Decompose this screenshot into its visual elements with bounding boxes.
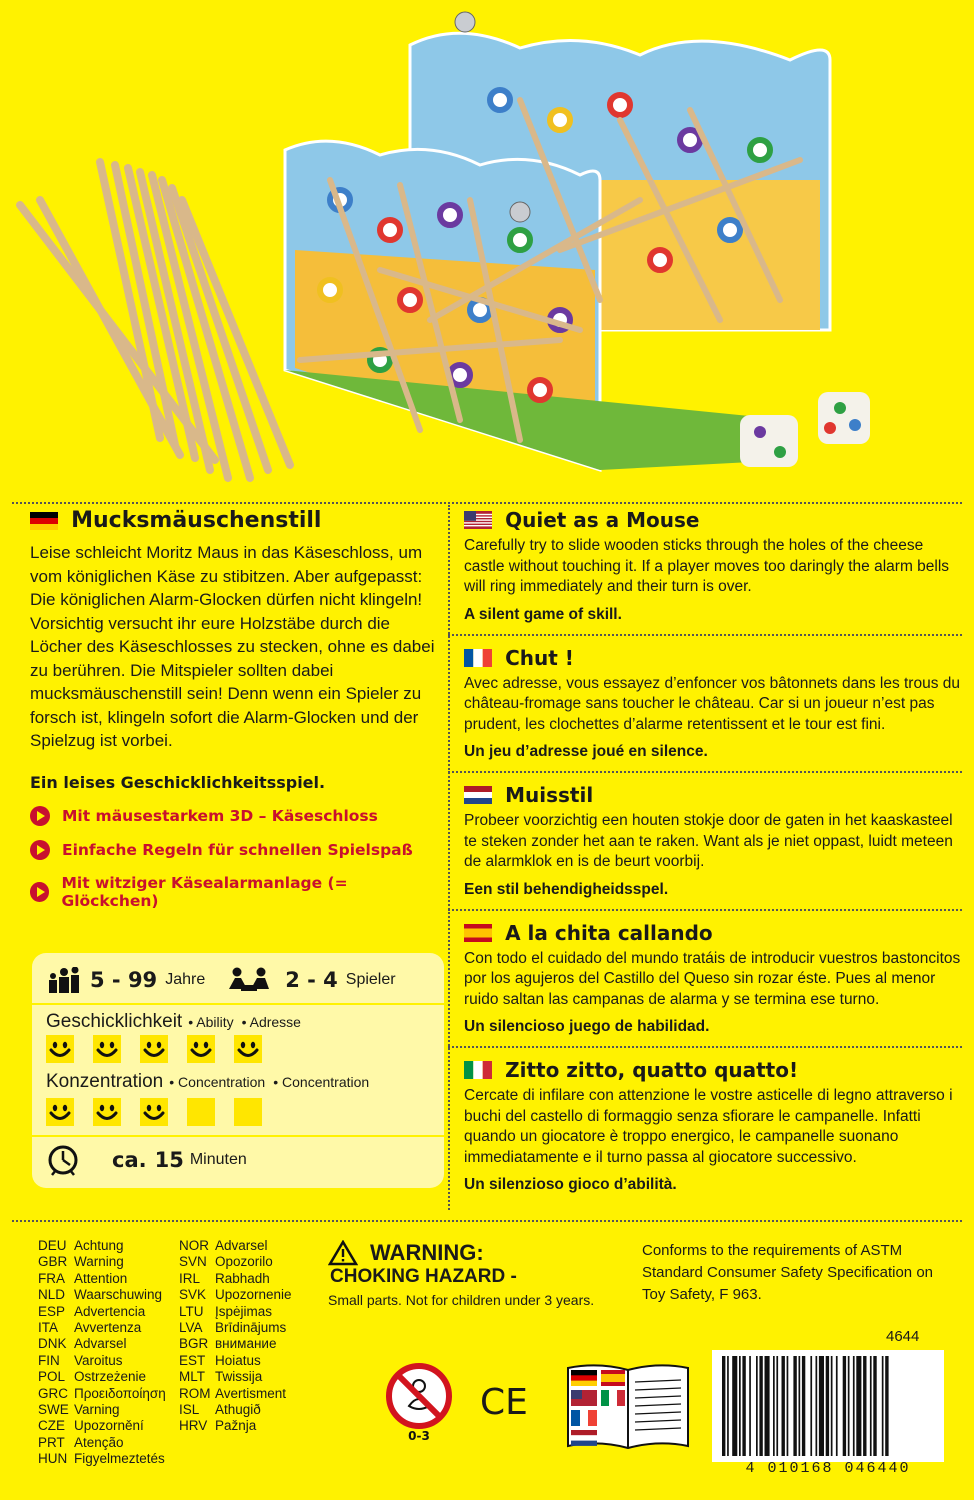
lang-block-es: A la chita callando Con todo el cuidado del mundo tratáis de introducir vuestros bastoncitos por los agujeros del Castillo del Queso sin rozar éste. Pues al menor ruido saltan las campanas de alarma y se termina ese turno. Un silencioso juego de habilidad. bbox=[464, 920, 961, 1035]
warning-word: Athugið bbox=[215, 1402, 261, 1418]
warning-row bbox=[38, 1435, 166, 1451]
lang-block-en: Quiet as a Mouse Carefully try to slide wooden sticks through the holes of the cheese castle without touching it. If a player moves too daringly the alarm bells will ring immediately and their turn is over. A silent game of skill. bbox=[464, 508, 950, 623]
play-arrow-icon bbox=[30, 806, 50, 826]
country-code: ESP bbox=[38, 1303, 66, 1319]
choking-warning: WARNING: CHOKING HAZARD - Small parts. Not for children under 3 years. bbox=[328, 1240, 595, 1308]
lang-title: Chut ! bbox=[505, 645, 574, 670]
warning-word: Warning bbox=[74, 1254, 124, 1270]
warning-row bbox=[179, 1287, 292, 1303]
warning-word: внимание bbox=[215, 1336, 277, 1352]
barcode-number: 4 010168 046440 bbox=[745, 1460, 911, 1477]
warning-row bbox=[38, 1271, 166, 1287]
dice-icon bbox=[740, 392, 870, 467]
warning-row bbox=[38, 1320, 166, 1336]
lang-title: Zitto zitto, quatto quatto! bbox=[505, 1058, 799, 1082]
feature-item: Mit mäusestarkem 3D – Käseschloss bbox=[30, 806, 440, 826]
country-code: GBR bbox=[38, 1254, 68, 1270]
warning-row bbox=[38, 1451, 166, 1467]
smiley-filled-icon bbox=[187, 1035, 215, 1063]
warning-word: Atenção bbox=[74, 1434, 124, 1450]
german-title: Mucksmäuschenstill bbox=[71, 508, 322, 533]
column-divider bbox=[448, 505, 450, 1210]
warning-word: Avertisment bbox=[215, 1385, 287, 1401]
country-code: GRC bbox=[38, 1385, 68, 1401]
warning-triangle-icon bbox=[328, 1240, 358, 1266]
country-code: DEU bbox=[38, 1238, 67, 1253]
warning-word: Waarschuwing bbox=[74, 1287, 163, 1303]
country-code: ROM bbox=[179, 1385, 211, 1401]
warning-row bbox=[179, 1386, 292, 1402]
warning-row bbox=[38, 1254, 166, 1270]
warning-word: Opozorilo bbox=[215, 1254, 273, 1270]
astm-compliance: Conforms to the requirements of ASTM Standard Consumer Safety Specification on Toy Safety, F 963. bbox=[642, 1242, 933, 1303]
warning-word: Avvertenza bbox=[74, 1320, 142, 1336]
lang-block-it: Zitto zitto, quatto quatto! Cercate di infilare con attenzione le vostre asticelle di legno attraverso i buchi del castello di formaggio senza sfiorare le campanelle. Infatti quando un giocatore è troppo energico, le campanelle suonano immediatamente e il turno passa al giocatore successivo. Un silenzioso gioco d’abilità. bbox=[464, 1058, 953, 1193]
warning-row bbox=[38, 1336, 166, 1352]
divider-bottom bbox=[12, 1220, 962, 1222]
warning-word: Twissija bbox=[215, 1369, 263, 1385]
warning-translations bbox=[38, 1238, 292, 1468]
smiley-filled-icon bbox=[46, 1035, 74, 1063]
age-unit: Jahre bbox=[165, 971, 206, 988]
country-code: POL bbox=[38, 1369, 66, 1385]
country-code: EST bbox=[179, 1352, 206, 1368]
country-code: LTU bbox=[179, 1303, 204, 1319]
warning-row bbox=[179, 1304, 292, 1320]
warning-word: Varning bbox=[74, 1402, 120, 1418]
warning-word: Attention bbox=[74, 1270, 128, 1286]
country-code: MLT bbox=[179, 1369, 205, 1385]
players-unit: Spieler bbox=[345, 971, 396, 988]
warning-word: Figyelmeztetés bbox=[74, 1451, 165, 1467]
us-flag-icon bbox=[464, 511, 492, 529]
skill-rating bbox=[46, 1035, 281, 1063]
product-illustration bbox=[0, 0, 974, 500]
game-info-panel: 5 - 99 Jahre 2 - 4 Spieler Geschicklichkeit • Ability • Adresse Konzentration • Concentration • Concentration ca. 15 Minuten bbox=[32, 953, 444, 1188]
warning-row bbox=[179, 1254, 292, 1270]
warning-word: Advarsel bbox=[215, 1238, 268, 1253]
age-range: 5 - 99 bbox=[90, 968, 158, 992]
warning-row bbox=[38, 1238, 166, 1254]
feature-item: Einfache Regeln für schnellen Spielspaß bbox=[30, 840, 440, 860]
warning-word: Rabhadh bbox=[215, 1270, 270, 1286]
country-code: PRT bbox=[38, 1434, 65, 1450]
lang-block-fr: Chut ! Avec adresse, vous essayez d’enfoncer vos bâtonnets dans les trous du château-fromage sans toucher le château. Car si un joueur n’est pas prudent, les clochettes d’alarme retentissent et le tour est fini. Un jeu d’adresse joué en silence. bbox=[464, 645, 961, 760]
warning-word: Advertencia bbox=[74, 1303, 146, 1319]
smiley-empty-icon bbox=[234, 1098, 262, 1126]
country-code: FRA bbox=[38, 1270, 65, 1286]
warning-row bbox=[179, 1402, 292, 1418]
warning-word: Advarsel bbox=[74, 1336, 127, 1352]
warning-row bbox=[179, 1369, 292, 1385]
warning-word: Upozornenie bbox=[215, 1287, 292, 1303]
people-icon bbox=[46, 967, 82, 993]
warning-row bbox=[179, 1271, 292, 1287]
warning-row bbox=[38, 1287, 166, 1303]
article-number: 4644 bbox=[886, 1328, 920, 1345]
play-arrow-icon bbox=[30, 882, 49, 902]
smiley-empty-icon bbox=[187, 1098, 215, 1126]
country-code: SWE bbox=[38, 1402, 69, 1418]
concentration-rating bbox=[46, 1098, 281, 1126]
smiley-filled-icon bbox=[93, 1035, 121, 1063]
country-code: NLD bbox=[38, 1287, 66, 1303]
country-code: HUN bbox=[38, 1451, 68, 1467]
smiley-filled-icon bbox=[140, 1035, 168, 1063]
nl-flag-icon bbox=[464, 786, 492, 804]
es-flag-icon bbox=[464, 924, 492, 942]
multilingual-rules-icon bbox=[563, 1360, 693, 1450]
smiley-filled-icon bbox=[46, 1098, 74, 1126]
warning-row bbox=[179, 1353, 292, 1369]
feature-item: Mit witziger Käsealarmanlage (= Glöckchen) bbox=[30, 874, 440, 910]
not-for-under-3-icon bbox=[383, 1362, 455, 1444]
clock-icon bbox=[46, 1143, 80, 1177]
german-section bbox=[30, 508, 440, 910]
lang-title: A la chita callando bbox=[505, 920, 713, 945]
country-code: HRV bbox=[179, 1418, 208, 1434]
translations-section bbox=[464, 508, 964, 1210]
warning-word: Varoitus bbox=[74, 1352, 123, 1368]
players-icon bbox=[227, 967, 271, 993]
warning-row bbox=[179, 1238, 292, 1254]
german-tagline: Ein leises Geschicklichkeitsspiel. bbox=[30, 772, 326, 792]
warning-word: Upozornění bbox=[74, 1418, 144, 1434]
warning-row bbox=[179, 1418, 292, 1434]
warning-word: Achtung bbox=[74, 1238, 124, 1253]
de-flag-icon bbox=[30, 512, 58, 530]
country-code: SVN bbox=[179, 1254, 207, 1270]
divider-top bbox=[12, 502, 962, 504]
svg-text:0-3: 0-3 bbox=[408, 1429, 430, 1443]
warning-row bbox=[38, 1304, 166, 1320]
lang-title: Quiet as a Mouse bbox=[505, 508, 700, 532]
warning-row bbox=[38, 1386, 166, 1402]
warning-row bbox=[179, 1336, 292, 1352]
country-code: SVK bbox=[179, 1287, 207, 1303]
smiley-filled-icon bbox=[93, 1098, 121, 1126]
country-code: FIN bbox=[38, 1352, 60, 1368]
fr-flag-icon bbox=[464, 649, 492, 667]
lang-block-nl: Muisstil Probeer voorzichtig een houten stokje door de gaten in het kaaskasteel te steken zonder het aan te raken. Want als je niet oppast, luidt meteen de alarmklok en is de beurt voorbij. Een stil behendigheidsspel. bbox=[464, 783, 953, 898]
barcode bbox=[712, 1350, 944, 1462]
play-time: 15 bbox=[154, 1148, 184, 1172]
warning-word: Προειδοποίηση bbox=[74, 1385, 166, 1401]
country-code: ISL bbox=[179, 1402, 200, 1418]
country-code: LVA bbox=[179, 1320, 203, 1336]
it-flag-icon bbox=[464, 1061, 492, 1079]
warning-row bbox=[38, 1353, 166, 1369]
country-code: BGR bbox=[179, 1336, 209, 1352]
smiley-filled-icon bbox=[234, 1035, 262, 1063]
country-code: NOR bbox=[179, 1238, 209, 1253]
skill-label: Geschicklichkeit bbox=[46, 1011, 183, 1032]
play-arrow-icon bbox=[30, 840, 50, 860]
warning-word: Pažnja bbox=[215, 1418, 257, 1434]
warning-word: Brīdinājums bbox=[215, 1320, 287, 1336]
warning-row bbox=[38, 1369, 166, 1385]
bell-icon bbox=[510, 202, 530, 222]
players-range: 2 - 4 bbox=[285, 968, 338, 992]
wooden-sticks-icon bbox=[20, 162, 290, 478]
warning-word: Įspėjimas bbox=[215, 1303, 273, 1319]
german-description: Leise schleicht Moritz Maus in das Käseschloss, um vom königlichen Käse zu stibitzen. Aber aufgepasst: Die königlichen Alarm-Glocken dürfen nicht klingeln! Vorsichtig versucht ihr eure Holzstäbe durch die Löcher des Käseschlosses zu stecken, ohne es dabei zu berühren. Die Mitspieler sollten dabei mucksmäuschenstill sein! Denn wenn ein Spieler zu forsch ist, klingeln sofort die Alarm-Glocken und der Spielzug ist vorbei. bbox=[30, 543, 435, 750]
warning-word: Ostrzeżenie bbox=[74, 1369, 147, 1385]
warning-row bbox=[38, 1418, 166, 1434]
ce-mark: CE bbox=[480, 1382, 528, 1423]
warning-row bbox=[179, 1320, 292, 1336]
concentration-label: Konzentration bbox=[46, 1071, 164, 1092]
warning-row bbox=[38, 1402, 166, 1418]
country-code: ITA bbox=[38, 1320, 58, 1336]
country-code: IRL bbox=[179, 1270, 201, 1286]
country-code: CZE bbox=[38, 1418, 65, 1434]
warning-word: Hoiatus bbox=[215, 1352, 261, 1368]
smiley-filled-icon bbox=[140, 1098, 168, 1126]
country-code: DNK bbox=[38, 1336, 67, 1352]
lang-title: Muisstil bbox=[505, 783, 594, 807]
bell-icon bbox=[455, 12, 475, 32]
